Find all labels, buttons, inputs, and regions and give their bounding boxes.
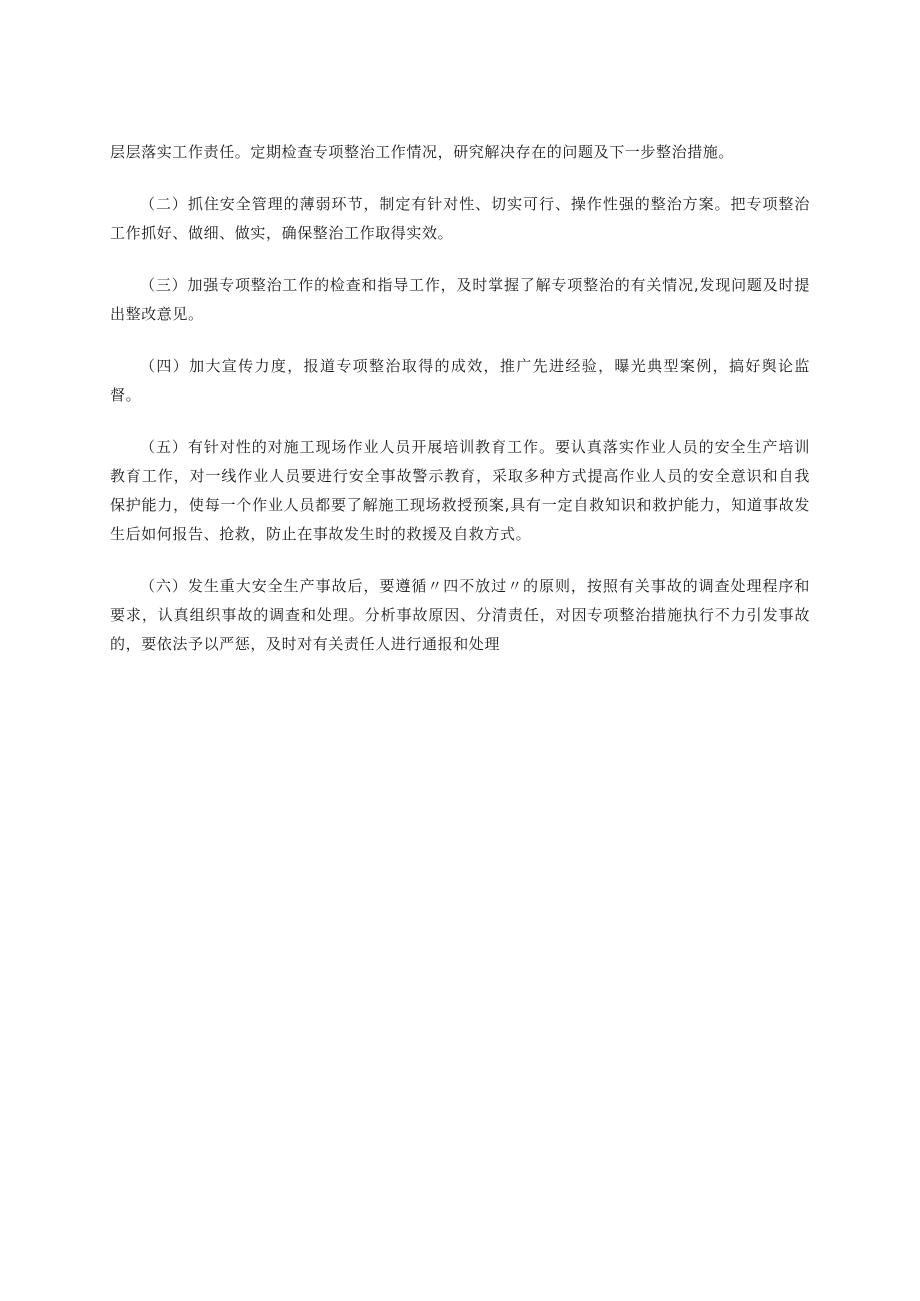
paragraph-item-2: （二）抓住安全管理的薄弱环节，制定有针对性、切实可行、操作性强的整治方案。把专项整治工作抓好、做细、做实，确保整治工作取得实效。 bbox=[110, 195, 810, 242]
paragraph-continuation: 层层落实工作责任。定期检查专项整治工作情况，研究解决存在的问题及下一步整治措施。 bbox=[110, 143, 735, 161]
paragraph-item-5: （五）有针对性的对施工现场作业人员开展培训教育工作。要认真落实作业人员的安全生产培训教育工作，对一线作业人员要进行安全事故警示教育，采取多种方式提高作业人员的安全意识和自我保护能力，使每一个作业人员都要了解施工现场救授预案,具有一定自救知识和救护能力，知道事故发生后如何报告、抢救，防止在事故发生时的救援及自救方式。 bbox=[110, 438, 810, 543]
paragraph-item-4: （四）加大宣传力度，报道专项整治取得的成效，推广先进经验，曝光典型案例，搞好舆论监督。 bbox=[110, 357, 810, 404]
paragraph-item-6: （六）发生重大安全生产事故后，要遵循〃四不放过〃的原则，按照有关事故的调查处理程序和要求，认真组织事故的调查和处理。分析事故原因、分清责任，对因专项整治措施执行不力引发事故的，要依法予以严惩，及时对有关责任人进行通报和处理 bbox=[110, 577, 810, 653]
document-body bbox=[110, 138, 810, 682]
paragraph-item-3: （三）加强专项整治工作的检查和指导工作，及时掌握了解专项整治的有关情况,发现问题及时提出整改意见。 bbox=[110, 276, 810, 323]
